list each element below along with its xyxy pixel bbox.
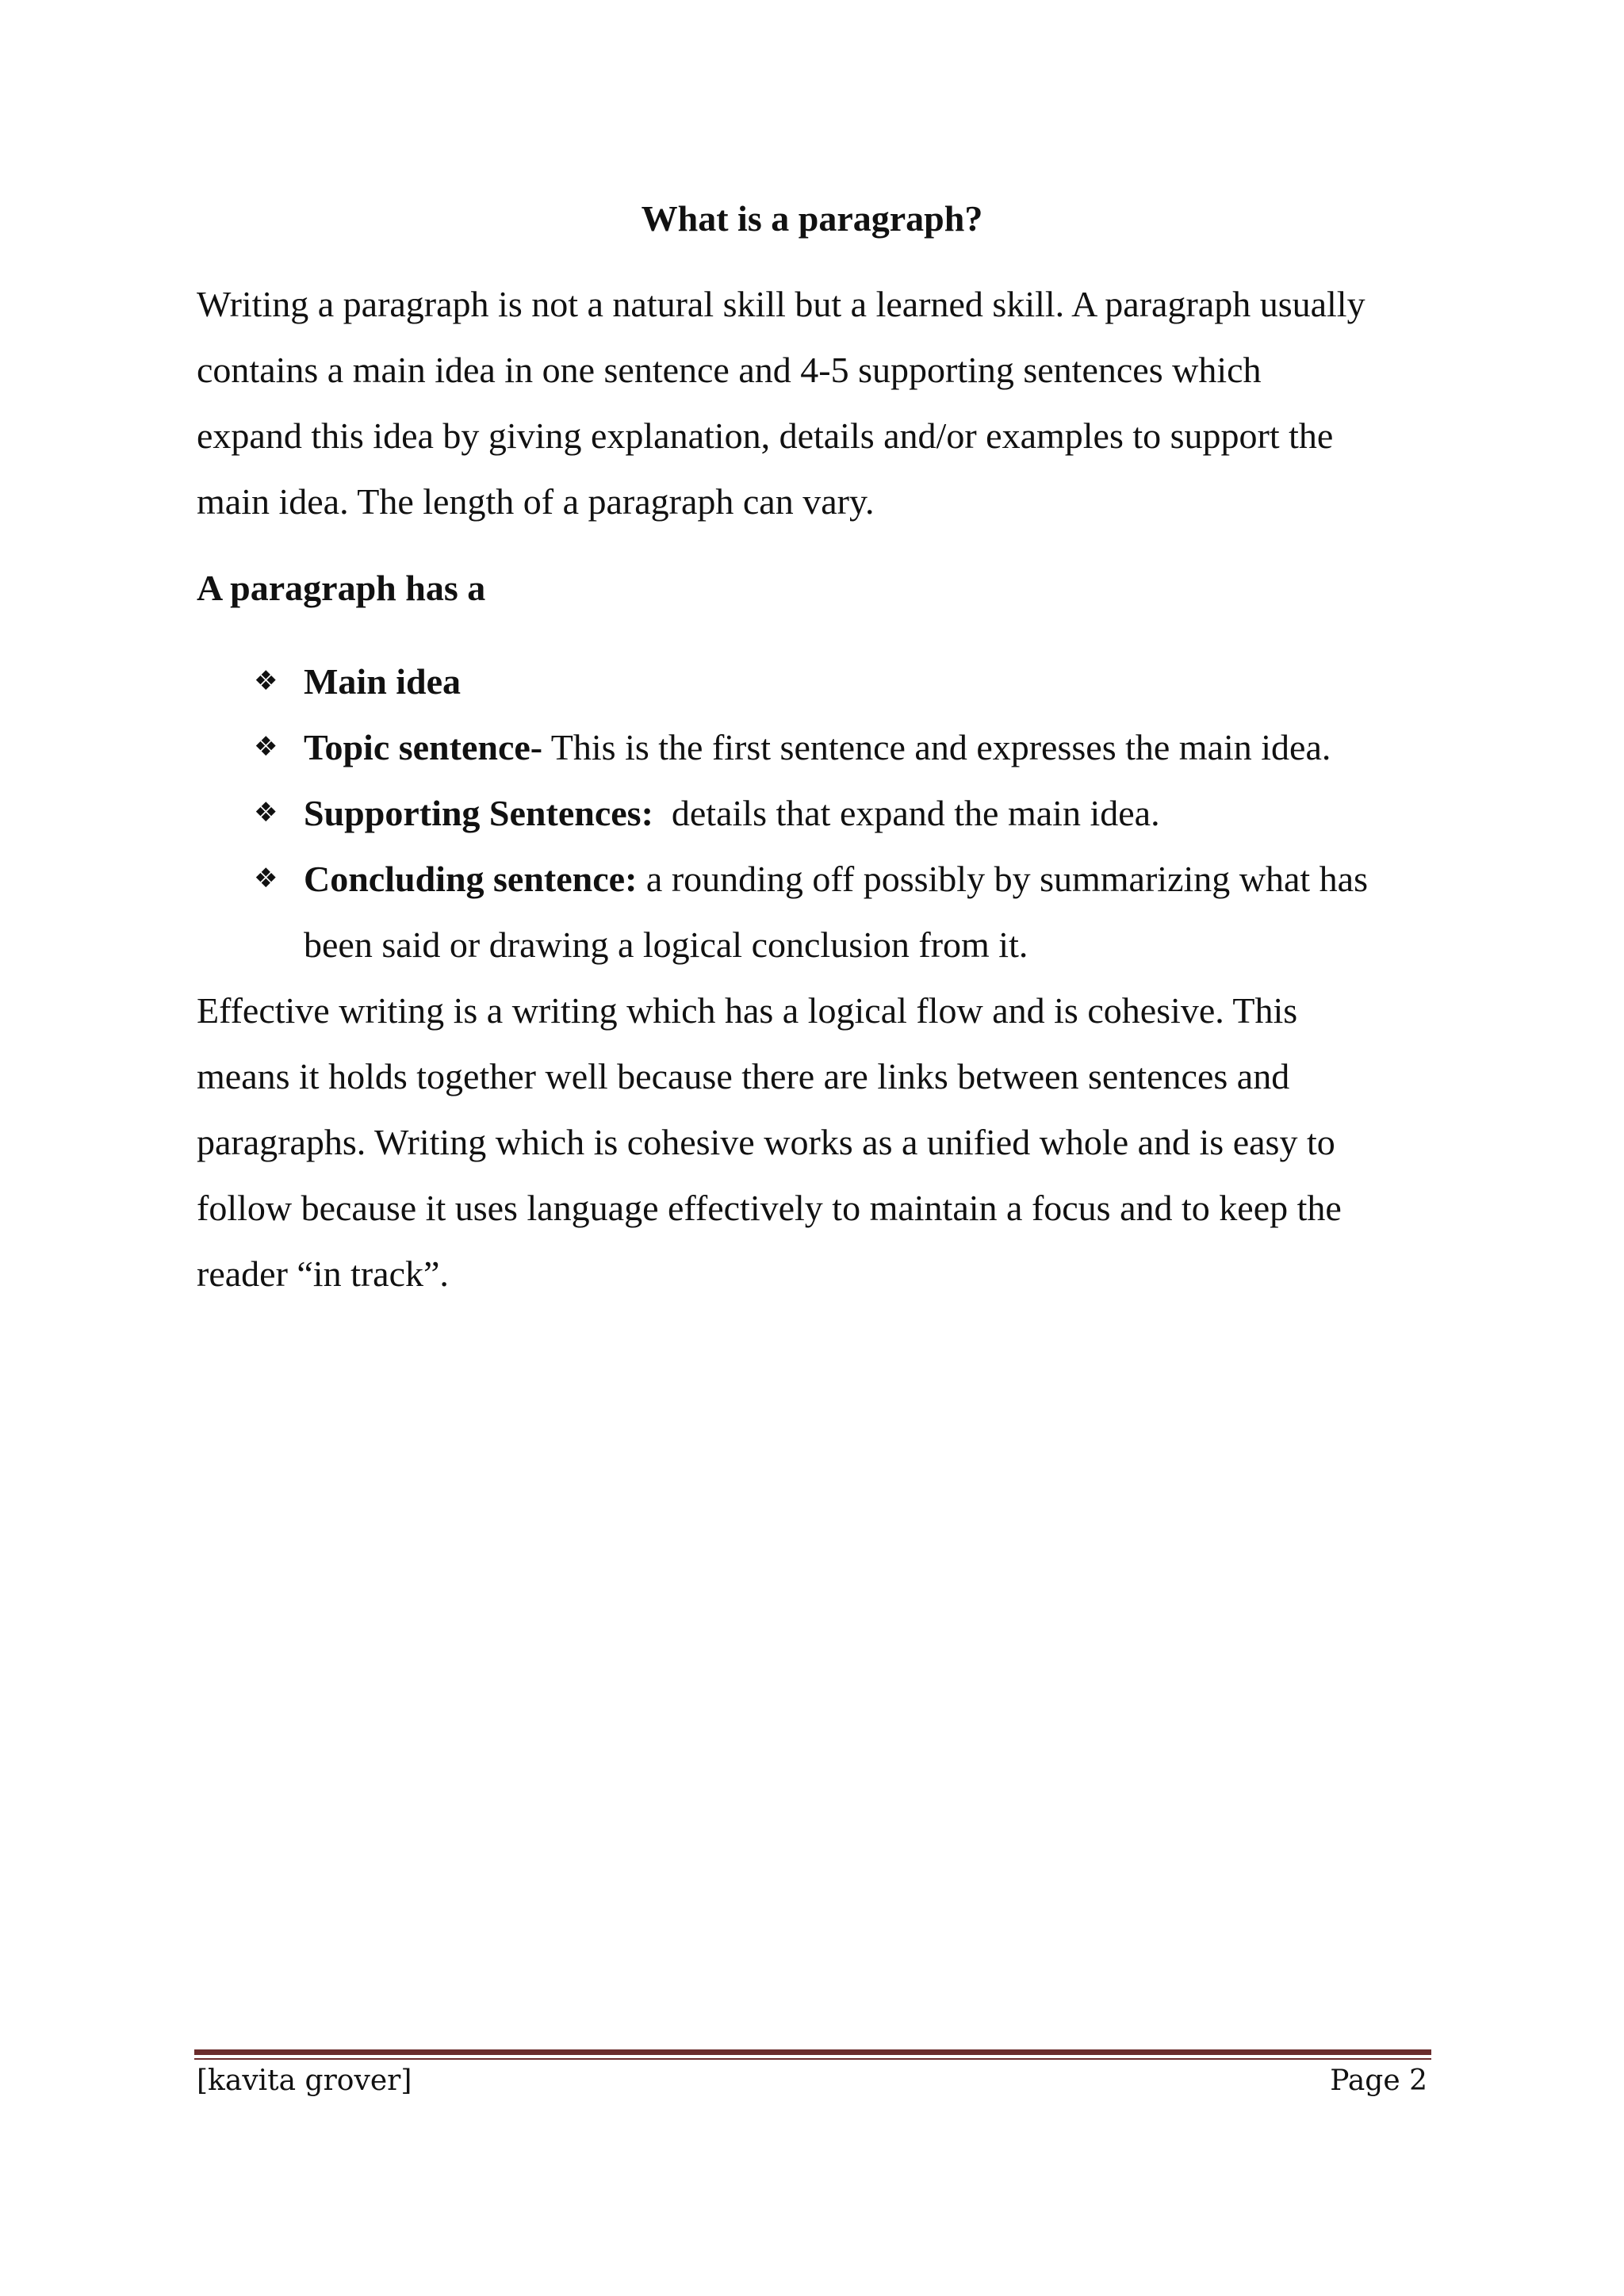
diamond-bullet-icon: ❖ xyxy=(254,797,278,828)
diamond-bullet-icon: ❖ xyxy=(254,731,278,763)
list-item-term: Topic sentence- xyxy=(304,727,543,767)
closing-line: follow because it uses language effectively to maintain a focus and to keep the xyxy=(197,1188,1342,1228)
list-item-term: Supporting Sentences: xyxy=(304,793,653,833)
closing-line: reader “in track”. xyxy=(197,1253,449,1294)
list-item xyxy=(254,846,1368,978)
list-item-text: details that expand the main idea. xyxy=(653,793,1160,833)
closing-line: means it holds together well because there are links between sentences and xyxy=(197,1056,1290,1096)
intro-line: contains a main idea in one sentence and 4-5 supporting sentences which xyxy=(197,350,1262,390)
closing-paragraph xyxy=(197,978,1450,1307)
page-title: What is a paragraph? xyxy=(641,198,983,239)
diamond-bullet-icon: ❖ xyxy=(254,863,278,894)
list-item xyxy=(254,649,1368,714)
list-item-text: This is the first sentence and expresses the main idea. xyxy=(542,727,1331,767)
intro-paragraph xyxy=(197,271,1450,534)
footer-page-number: Page 2 xyxy=(1330,2064,1427,2097)
intro-line: main idea. The length of a paragraph can vary. xyxy=(197,481,875,522)
footer-divider-thin xyxy=(194,2058,1431,2060)
list-item-term: Main idea xyxy=(304,661,462,702)
closing-line: paragraphs. Writing which is cohesive works as a unified whole and is easy to xyxy=(197,1122,1335,1162)
closing-line: Effective writing is a writing which has a logical flow and is cohesive. This xyxy=(197,990,1298,1031)
list-item-continuation: been said or drawing a logical conclusion from it. xyxy=(304,924,1028,965)
intro-line: expand this idea by giving explanation, details and/or examples to support the xyxy=(197,415,1334,456)
paragraph-parts-list xyxy=(254,649,1368,978)
section-subheading: A paragraph has a xyxy=(197,568,486,608)
footer-author: [kavita grover] xyxy=(197,2064,412,2097)
footer-divider xyxy=(194,2049,1431,2055)
list-item-term: Concluding sentence: xyxy=(304,859,638,899)
intro-line: Writing a paragraph is not a natural skill but a learned skill. A paragraph usually xyxy=(197,284,1365,324)
list-item xyxy=(254,780,1368,846)
list-item xyxy=(254,714,1368,780)
diamond-bullet-icon: ❖ xyxy=(254,665,278,697)
list-item-text: a rounding off possibly by summarizing what has xyxy=(637,859,1369,899)
